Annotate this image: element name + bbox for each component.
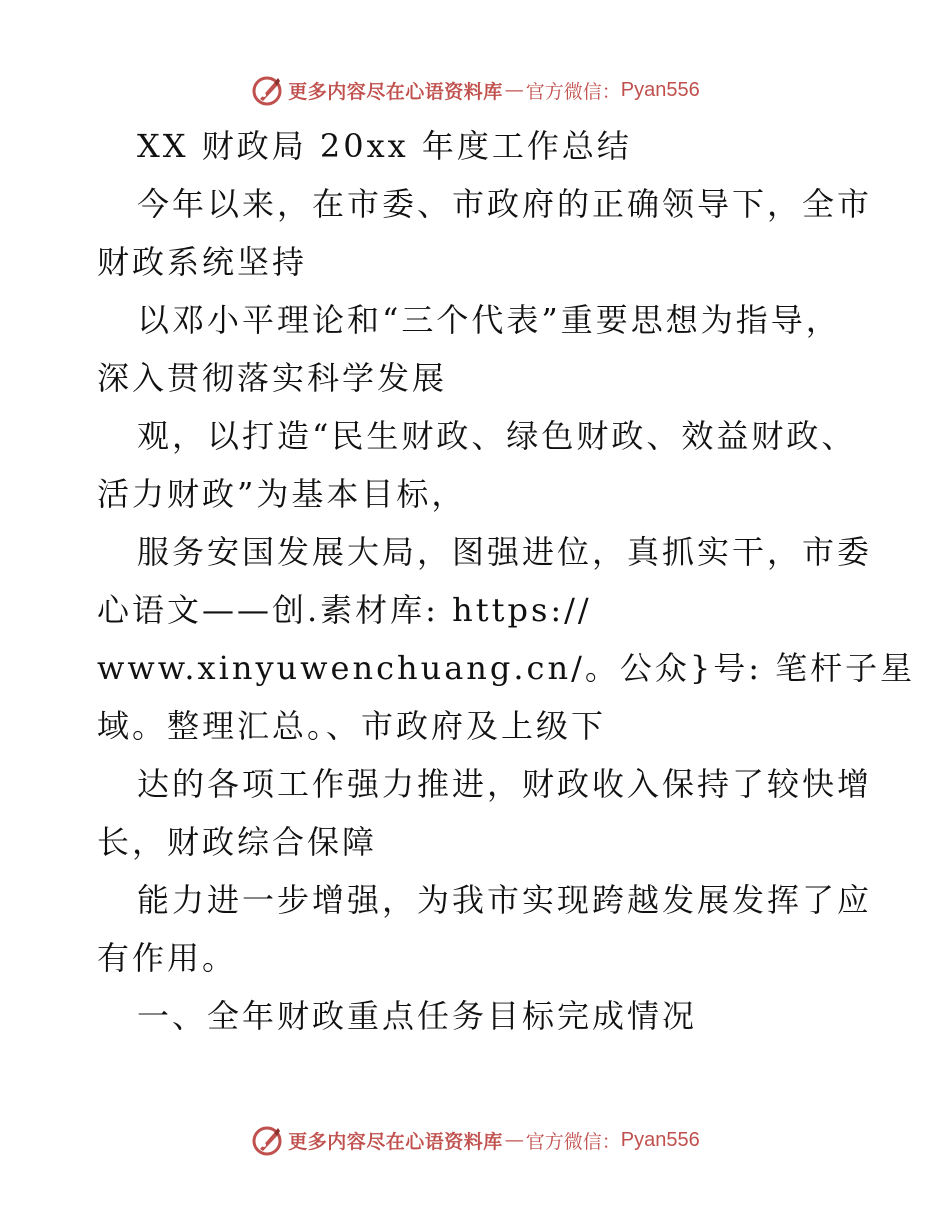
paragraph-line: 达的各项工作强力推进，财政收入保持了较快增 bbox=[137, 765, 873, 803]
paragraph-line: www.xinyuwenchuang.cn/。公众}号: 笔杆子星 bbox=[97, 649, 916, 687]
paragraph-line: 活力财政”为基本目标， bbox=[97, 475, 467, 513]
paragraph-line: 服务安国发展大局，图强进位，真抓实干，市委 bbox=[137, 533, 873, 571]
watermark-separator: — bbox=[504, 1129, 524, 1151]
paragraph-line: 以邓小平理论和“三个代表”重要思想为指导， bbox=[137, 301, 841, 339]
pen-circle-logo-icon bbox=[250, 1123, 284, 1157]
watermark-brand-text: 更多内容尽在心语资料库 bbox=[288, 80, 503, 103]
document-title: XX 财政局 20xx 年度工作总结 bbox=[137, 127, 632, 165]
watermark-wechat-id: Pyan556 bbox=[620, 78, 700, 101]
paragraph-line: 今年以来，在市委、市政府的正确领导下，全市 bbox=[137, 185, 873, 223]
footer-watermark bbox=[0, 1120, 950, 1160]
paragraph-line: 观，以打造“民生财政、绿色财政、效益财政、 bbox=[137, 417, 857, 455]
section-heading: 一、全年财政重点任务目标完成情况 bbox=[137, 997, 698, 1035]
paragraph-line: 能力进一步增强，为我市实现跨越发展发挥了应 bbox=[137, 881, 873, 919]
paragraph-line: 有作用。 bbox=[97, 939, 238, 977]
watermark-wechat-label: 官方微信： bbox=[525, 1130, 621, 1153]
pen-circle-logo-icon bbox=[250, 73, 284, 107]
watermark-wechat-label: 官方微信： bbox=[525, 80, 621, 103]
watermark-brand-text: 更多内容尽在心语资料库 bbox=[288, 1130, 503, 1153]
header-watermark bbox=[0, 70, 950, 110]
paragraph-line: 财政系统坚持 bbox=[97, 243, 308, 281]
paragraph-line: 域。整理汇总。、市政府及上级下 bbox=[97, 707, 607, 745]
paragraph-line: 长，财政综合保障 bbox=[97, 823, 378, 861]
watermark-wechat-id: Pyan556 bbox=[620, 1128, 700, 1151]
paragraph-line: 心语文——创.素材库: https:// bbox=[97, 591, 592, 629]
document-body bbox=[97, 117, 916, 1045]
watermark-separator: — bbox=[504, 79, 524, 101]
paragraph-line: 深入贯彻落实科学发展 bbox=[97, 359, 448, 397]
